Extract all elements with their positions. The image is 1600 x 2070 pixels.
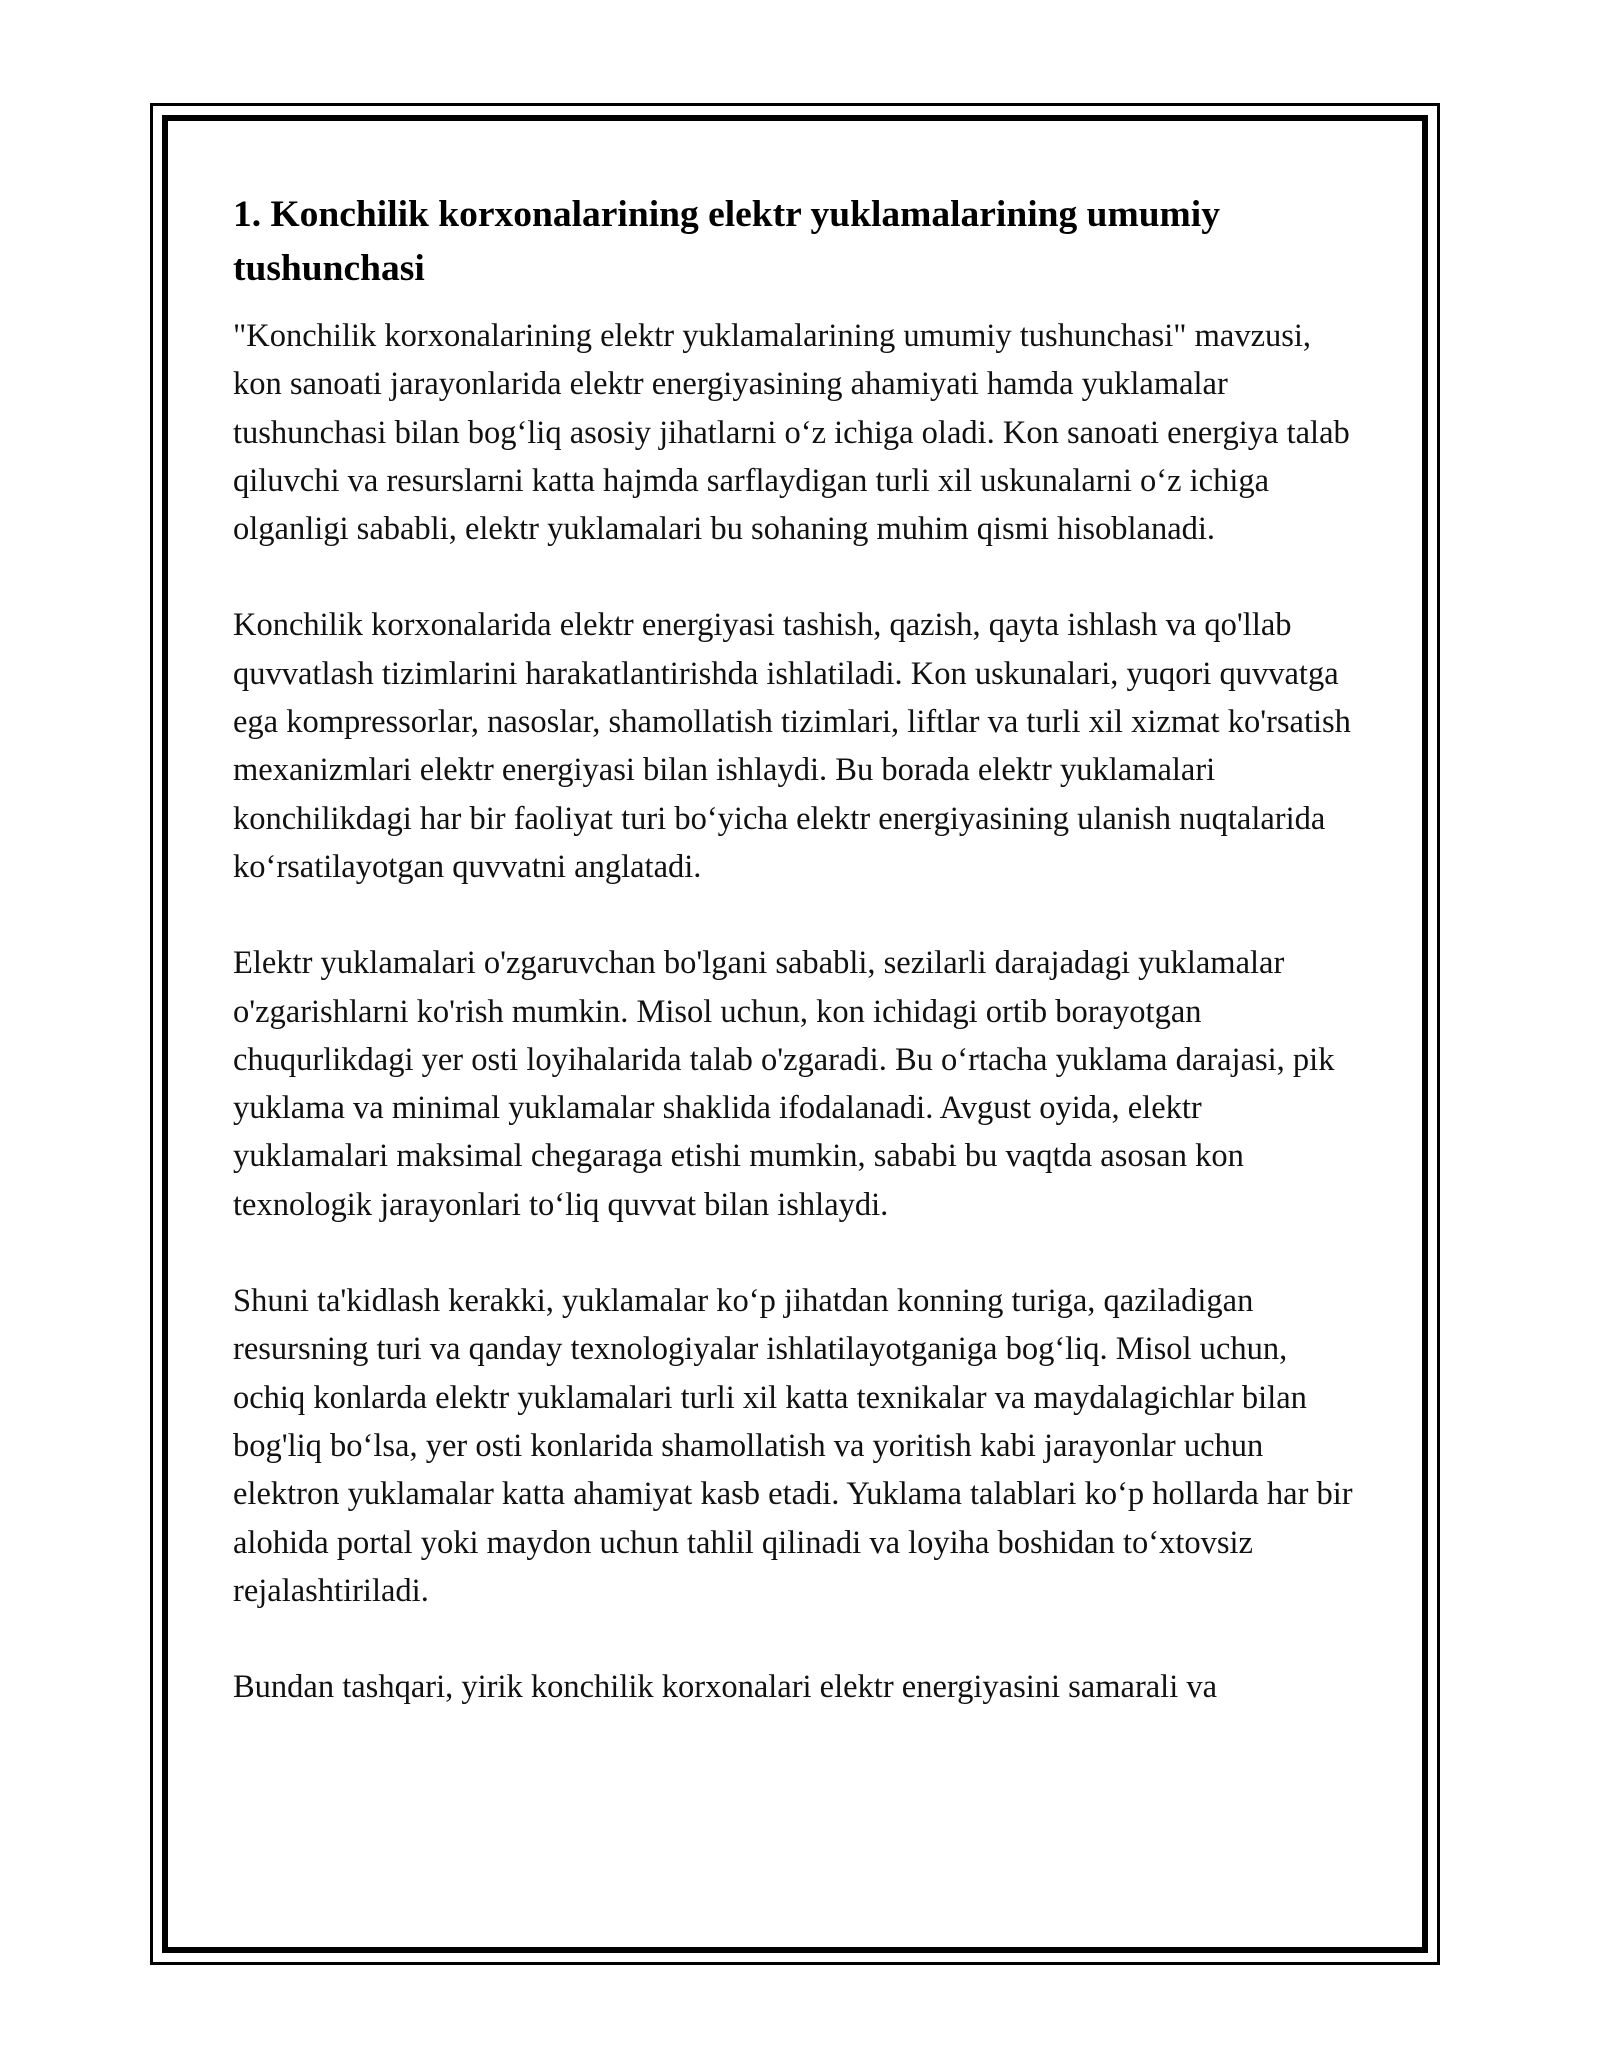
paragraph-4: Shuni ta'kidlash kerakki, yuklamalar ko‘p jihatdan konning turiga, qaziladigan resursning turi va qanday texnologiyalar ishlatilayotganiga bog‘liq. Misol uchun, ochiq konlarda elektr yuklamalari turli xil katta texnikalar va maydalagichlar bilan bog'liq bo‘lsa, yer osti konlarida shamollatish va yoritish kabi jarayonlar uchun elektron yuklamalar katta ahamiyat kasb etadi. Yuklama talablari ko‘p hollarda har bir alohida portal yoki maydon uchun tahlil qilinadi va loyiha boshidan to‘xtovsiz rejalashtiriladi. bbox=[233, 1283, 1353, 1609]
paragraph-1: "Konchilik korxonalarining elektr yuklamalarining umumiy tushunchasi" mavzusi, kon sanoati jarayonlarida elektr energiyasining ahamiyati hamda yuklamalar tushunchasi bilan bog‘liq asosiy jihatlarni o‘z ichiga oladi. Kon sanoati energiya talab qiluvchi va resurslarni katta hajmda sarflaydigan turli xil uskunalarni o‘z ichiga olganligi sababli, elektr yuklamalari bu sohaning muhim qismi hisoblanadi. bbox=[233, 318, 1350, 548]
section-heading: 1. Konchilik korxonalarining elektr yuklamalarining umumiy tushunchasi bbox=[233, 194, 1220, 289]
document-body bbox=[233, 188, 1358, 1759]
paragraph-3: Elektr yuklamalari o'zgaruvchan bo'lgani sababli, sezilarli darajadagi yuklamalar o'zgarishlarni ko'rish mumkin. Misol uchun, kon ichidagi ortib borayotgan chuqurlikdagi yer osti loyihalarida talab o'zgaradi. Bu o‘rtacha yuklama darajasi, pik yuklama va minimal yuklamalar shaklida ifodalanadi. Avgust oyida, elektr yuklamalari maksimal chegaraga etishi mumkin, sababi bu vaqtda asosan kon texnologik jarayonlari to‘liq quvvat bilan ishlaydi. bbox=[233, 945, 1335, 1223]
paragraph-5: Bundan tashqari, yirik konchilik korxonalari elektr energiyasini samarali va bbox=[233, 1669, 1218, 1706]
paragraph-2: Konchilik korxonalarida elektr energiyasi tashish, qazish, qayta ishlash va qo'llab quvvatlash tizimlarini harakatlantirishda ishlatiladi. Kon uskunalari, yuqori quvvatga ega kompressorlar, nasoslar, shamollatish tizimlari, liftlar va turli xil xizmat ko'rsatish mexanizmlari elektr energiyasi bilan ishlaydi. Bu borada elektr yuklamalari konchilikdagi har bir faoliyat turi bo‘yicha elektr energiyasining ulanish nuqtalarida ko‘rsatilayotgan quvvatni anglatadi. bbox=[233, 607, 1351, 885]
